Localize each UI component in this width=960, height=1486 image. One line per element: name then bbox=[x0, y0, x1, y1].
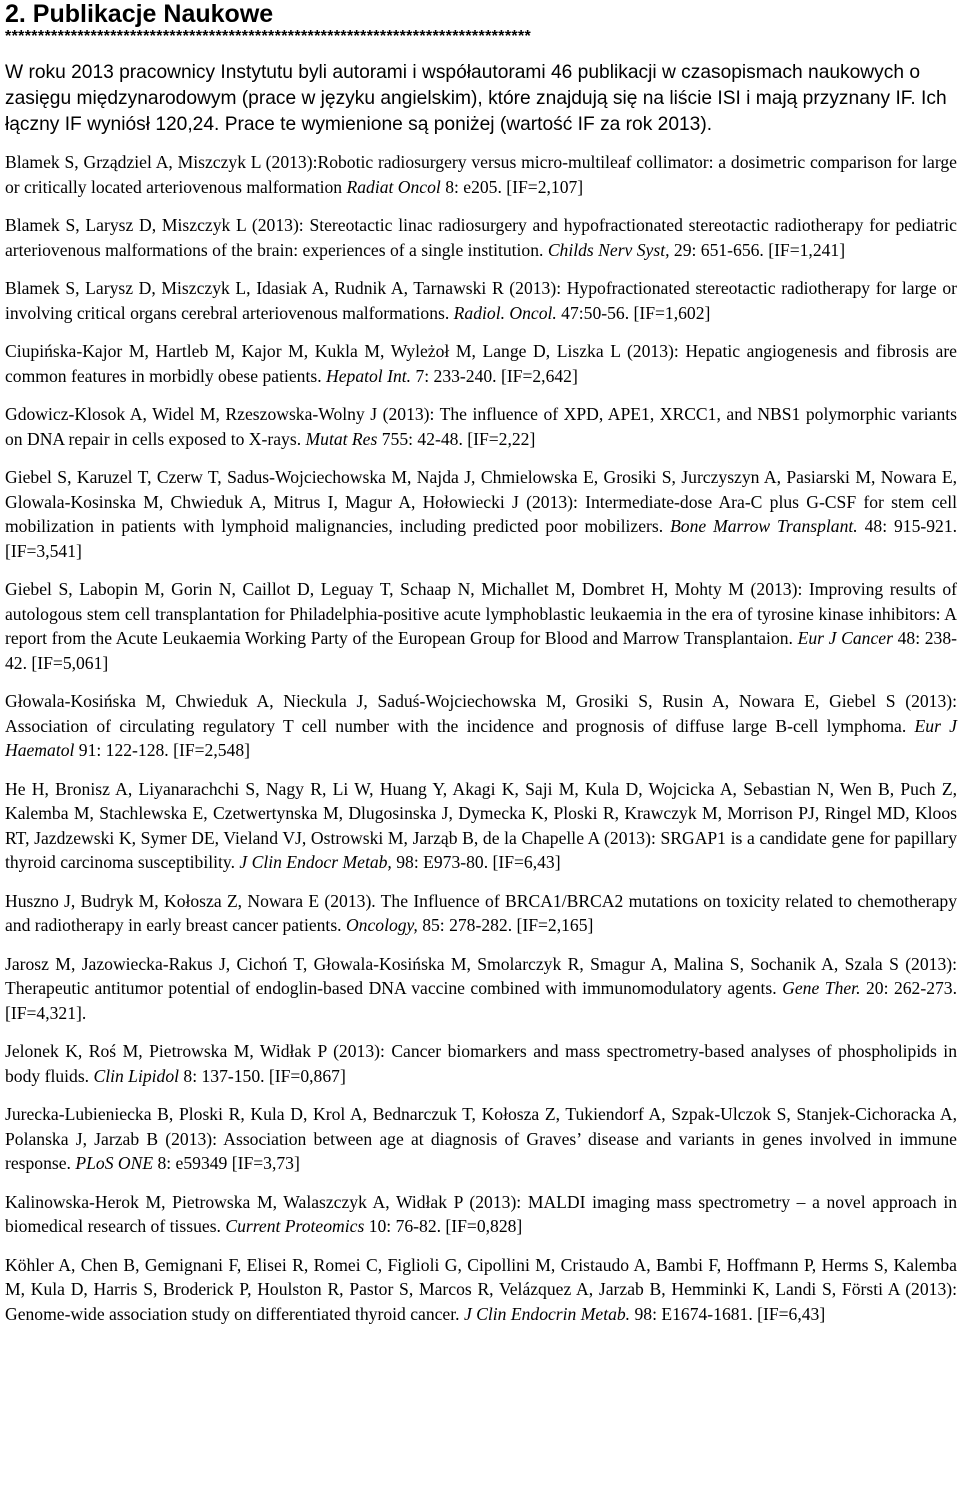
publication-entry bbox=[5, 213, 957, 262]
publication-details: 10: 76-82. [IF=0,828] bbox=[364, 1216, 523, 1236]
publication-entry bbox=[5, 1190, 957, 1239]
publication-journal: J Clin Endocrin Metab. bbox=[463, 1303, 631, 1324]
publication-details: 91: 122-128. [IF=2,548] bbox=[74, 740, 250, 760]
publication-citation: Jelonek K, Roś M, Pietrowska M, Widłak P (2013): Cancer biomarkers and mass spectrometry-based analyses of phospholipids in body fluids. bbox=[5, 1041, 957, 1086]
publication-journal: J Clin Endocr Metab, bbox=[239, 852, 392, 872]
publication-details: 47:50-56. [IF=1,602] bbox=[556, 302, 711, 323]
publication-journal: Bone Marrow Transplant. bbox=[670, 516, 858, 536]
publication-citation: Blamek S, Larysz D, Miszczyk L (2013): Stereotactic linac radiosurgery and hypofractionated stereotactic radiotherapy for pediatric arteriovenous malformations of the brain: experiences of a single institution. bbox=[5, 215, 957, 260]
publication-journal: Mutat Res bbox=[305, 428, 378, 449]
publication-journal: Radiol. Oncol. bbox=[453, 302, 557, 323]
publication-details: 48: 915-921. [IF=3,541] bbox=[5, 516, 958, 561]
publication-details: 98: E1674-1681. [IF=6,43] bbox=[630, 1303, 826, 1324]
document-page bbox=[5, 0, 957, 1340]
publication-list bbox=[5, 150, 957, 1326]
publication-journal: Eur J Haematol bbox=[5, 715, 957, 760]
publication-entry bbox=[5, 465, 957, 563]
publication-citation: Giebel S, Karuzel T, Czerw T, Sadus-Wojciechowska M, Najda J, Chmielowska E, Grosiki S, Jurczyszyn A, Pasiarski M, Nowara E, Glowala-Kosinska M, Chwieduk A, Mitrus I, Magur A, Hołowiecki J (2013): Intermediate-dose Ara-C plus G-CSF for stem cell mobilization in patients with lymphoid malignancies, including predicted poor mobilizers. bbox=[5, 467, 957, 536]
publication-entry bbox=[5, 402, 957, 451]
publication-journal: Gene Ther. bbox=[782, 978, 861, 998]
publication-journal: Current Proteomics bbox=[225, 1216, 365, 1236]
publication-citation: Köhler A, Chen B, Gemignani F, Elisei R, Romei C, Figlioli G, Cipollini M, Cristaudo A, Bambi F, Hoffmann P, Herms S, Kalemba M, Kula D, Harris S, Broderick P, Houlston R, Pastor S, Marcos R, Velázquez A, Jarzab B, Hemminki K, Landi S, Försti A (2013): Genome-wide association study on differentiated thyroid cancer. bbox=[5, 1254, 957, 1324]
asterisk-separator: ******************************************************************************** bbox=[5, 28, 532, 45]
publication-entry bbox=[5, 577, 957, 675]
publication-citation: Huszno J, Budryk M, Kołosza Z, Nowara E (2013). The Influence of BRCA1/BRCA2 mutations on toxicity related to chemotherapy and radiotherapy in early breast cancer patients. bbox=[5, 890, 957, 935]
publication-entry bbox=[5, 276, 957, 325]
publication-details: 48: 238-42. [IF=5,061] bbox=[5, 628, 958, 673]
publication-entry bbox=[5, 1039, 957, 1088]
publication-details: 85: 278-282. [IF=2,165] bbox=[417, 915, 594, 935]
publication-entry bbox=[5, 1253, 957, 1327]
publication-details: 8: e205. [IF=2,107] bbox=[440, 176, 584, 197]
publication-details: 98: E973-80. [IF=6,43] bbox=[391, 852, 561, 872]
publication-citation: Kalinowska-Herok M, Pietrowska M, Walaszczyk A, Widłak P (2013): MALDI imaging mass spectrometry – a novel approach in biomedical research of tissues. bbox=[5, 1191, 957, 1236]
publication-journal: Clin Lipidol bbox=[93, 1065, 180, 1086]
publication-citation: Gdowicz-Klosok A, Widel M, Rzeszowska-Wolny J (2013): The influence of XPD, APE1, XRCC1, and NBS1 polymorphic variants on DNA repair in cells exposed to X-rays. bbox=[5, 404, 957, 449]
publication-details: 8: 137-150. [IF=0,867] bbox=[179, 1065, 346, 1086]
publication-details: 29: 651-656. [IF=1,241] bbox=[669, 239, 846, 260]
publication-journal: Hepatol Int. bbox=[326, 365, 412, 386]
publication-journal: Oncology, bbox=[345, 915, 418, 935]
publication-citation: Głowala-Kosińska M, Chwieduk A, Nieckula J, Saduś-Wojciechowska M, Grosiki S, Rusin A, Nowara E, Giebel S (2013): Association of circulating regulatory T cell number with the incidence and prognosis of diffuse large B-cell lymphoma. bbox=[5, 691, 957, 736]
publication-details: 7: 233-240. [IF=2,642] bbox=[411, 365, 578, 386]
publication-citation: Jurecka-Lubieniecka B, Ploski R, Kula D, Krol A, Bednarczuk T, Kołosza Z, Tukiendorf A, Szpak-Ulczok S, Stanjek-Cichoracka A, Polanska J, Jarzab B (2013): Association between age at diagnosis of Graves’ disease and variants in genes involved in immune response. bbox=[5, 1104, 957, 1173]
publication-entry bbox=[5, 689, 957, 763]
publication-journal: PLoS ONE bbox=[75, 1153, 154, 1173]
publication-journal: Childs Nerv Syst, bbox=[547, 239, 670, 260]
publication-details: 8: e59349 [IF=3,73] bbox=[153, 1153, 300, 1173]
publication-entry bbox=[5, 952, 957, 1026]
publication-citation: Blamek S, Grządziel A, Miszczyk L (2013):Robotic radiosurgery versus micro-multileaf collimator: a dosimetric comparison for large or critically located arteriovenous malformation bbox=[5, 152, 957, 197]
intro-paragraph: W roku 2013 pracownicy Instytutu byli autorami i współautorami 46 publikacji w czasopismach naukowych o zasięgu międzynarodowym (prace w języku angielskim), które znajdują się na liście ISI i mają przyznany IF. Ich łączny IF wyniósł 120,24. Prace te wymienione są poniżej (wartość IF za rok 2013). bbox=[5, 62, 947, 135]
publication-citation: Blamek S, Larysz D, Miszczyk L, Idasiak A, Rudnik A, Tarnawski R (2013): Hypofractionated stereotactic radiotherapy for large or involving critical organs cerebral arteriovenous malformations. bbox=[5, 278, 957, 323]
publication-entry bbox=[5, 889, 957, 938]
publication-citation: He H, Bronisz A, Liyanarachchi S, Nagy R, Li W, Huang Y, Akagi K, Saji M, Kula D, Wojcicka A, Sebastian N, Wen B, Puch Z, Kalemba M, Stachlewska E, Czetwertynska M, Dlugosinska J, Dymecka K, Ploski R, Krawczyk M, Morrison PJ, Ringel MD, Kloos RT, Jazdzewski K, Symer DE, Vieland VJ, Ostrowski M, Jarząb B, de la Chapelle A (2013): SRGAP1 is a candidate gene for papillary thyroid carcinoma susceptibility. bbox=[5, 778, 957, 872]
publication-details: 755: 42-48. [IF=2,22] bbox=[377, 428, 536, 449]
publication-entry bbox=[5, 1102, 957, 1176]
publication-entry bbox=[5, 339, 957, 388]
publication-journal: Eur J Cancer bbox=[797, 628, 893, 648]
publication-citation: Ciupińska-Kajor M, Hartleb M, Kajor M, Kukla M, Wyleżoł M, Lange D, Liszka L (2013): Hepatic angiogenesis and fibrosis are common features in morbidly obese patients. bbox=[5, 341, 957, 386]
publication-entry bbox=[5, 777, 957, 875]
publication-entry bbox=[5, 150, 957, 199]
publication-journal: Radiat Oncol bbox=[346, 176, 441, 197]
publication-citation: Jarosz M, Jazowiecka-Rakus J, Cichoń T, Głowala-Kosińska M, Smolarczyk R, Smagur A, Malina S, Sochanik A, Szala S (2013): Therapeutic antitumor potential of endoglin-based DNA vaccine combined with immunomodulatory agents. bbox=[5, 953, 957, 998]
publication-details: 20: 262-273. [IF=4,321]. bbox=[5, 978, 957, 1023]
section-heading: 2. Publikacje Naukowe bbox=[5, 0, 274, 28]
publication-citation: Giebel S, Labopin M, Gorin N, Caillot D, Leguay T, Schaap N, Michallet M, Dombret H, Mohty M (2013): Improving results of autologous stem cell transplantation for Philadelphia-positive acute lymphoblastic leukaemia in the era of tyrosine kinase inhibitors: A report from the Acute Leukaemia Working Party of the European Group for Blood and Marrow Transplantaion. bbox=[5, 579, 957, 648]
